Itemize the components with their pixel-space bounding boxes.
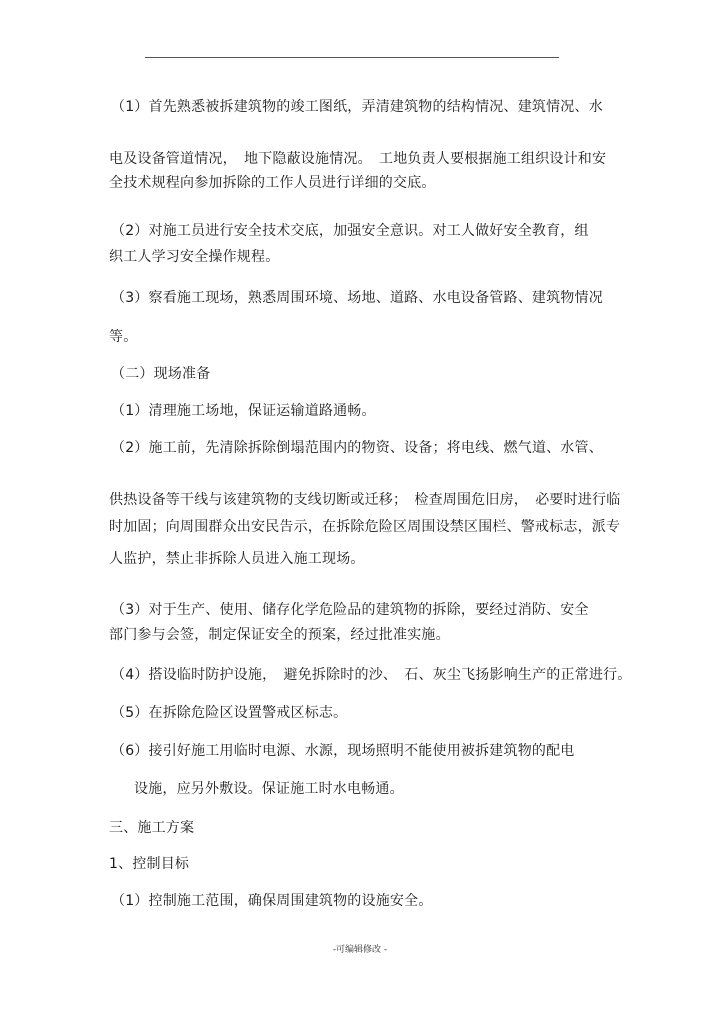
text-line: （2）施工前，先清除拆除倒塌范围内的物资、设备；将电线、燃气道、水管、 (111, 440, 603, 456)
text-line: （1）清理施工场地，保证运输道路通畅。 (111, 403, 376, 419)
section-heading: 三、施工方案 (109, 820, 195, 836)
header-rule (145, 57, 559, 58)
subsection-heading: 1、控制目标 (109, 856, 190, 872)
text-line: 时加固；向周围群众出安民告示，在拆除危险区周围设禁区围栏、警戒标志，派专 (109, 519, 621, 535)
text-line: （2）对施工员进行安全技术交底，加强安全意识。对工人做好安全教育，组 (111, 223, 589, 239)
text-line: 设施，应另外敷设。保证施工时水电畅通。 (134, 781, 404, 797)
text-line: 部门参与会签，制定保证安全的预案，经过批准实施。 (109, 627, 450, 643)
page-footer: -可编辑修改 - (332, 945, 388, 955)
text-line: 全技术规程向参加拆除的工作人员进行详细的交底。 (109, 175, 436, 191)
text-line: 等。 (109, 329, 138, 345)
text-line: 人监护，禁止非拆除人员进入施工现场。 (109, 551, 365, 567)
text-line: （6）接引好施工用临时电源、水源，现场照明不能使用被拆建筑物的配电 (111, 743, 575, 759)
text-line: （4）搭设临时防护设施， 避免拆除时的沙、 石、灰尘飞扬影响生产的正常进行。 (111, 667, 632, 683)
text-line: （1）控制施工范围，确保周围建筑物的设施安全。 (111, 893, 433, 909)
text-line: 供热设备等干线与该建筑物的支线切断或迁移； 检查周围危旧房， 必要时进行临 (109, 492, 621, 508)
section-heading: （二）现场准备 (111, 366, 211, 382)
text-line: （1）首先熟悉被拆建筑物的竣工图纸，弄清建筑物的结构情况、建筑情况、水 (111, 99, 603, 115)
text-line: （5）在拆除危险区设置警戒区标志。 (111, 705, 348, 721)
text-line: 电及设备管道情况， 地下隐蔽设施情况。 工地负责人要根据施工组织设计和安 (109, 151, 607, 167)
text-line: 织工人学习安全操作规程。 (109, 249, 280, 265)
text-line: （3）对于生产、使用、储存化学危险品的建筑物的拆除，要经过消防、安全 (111, 602, 589, 618)
text-line: （3）察看施工现场，熟悉周围环境、场地、道路、水电设备管路、建筑物情况 (111, 290, 603, 306)
